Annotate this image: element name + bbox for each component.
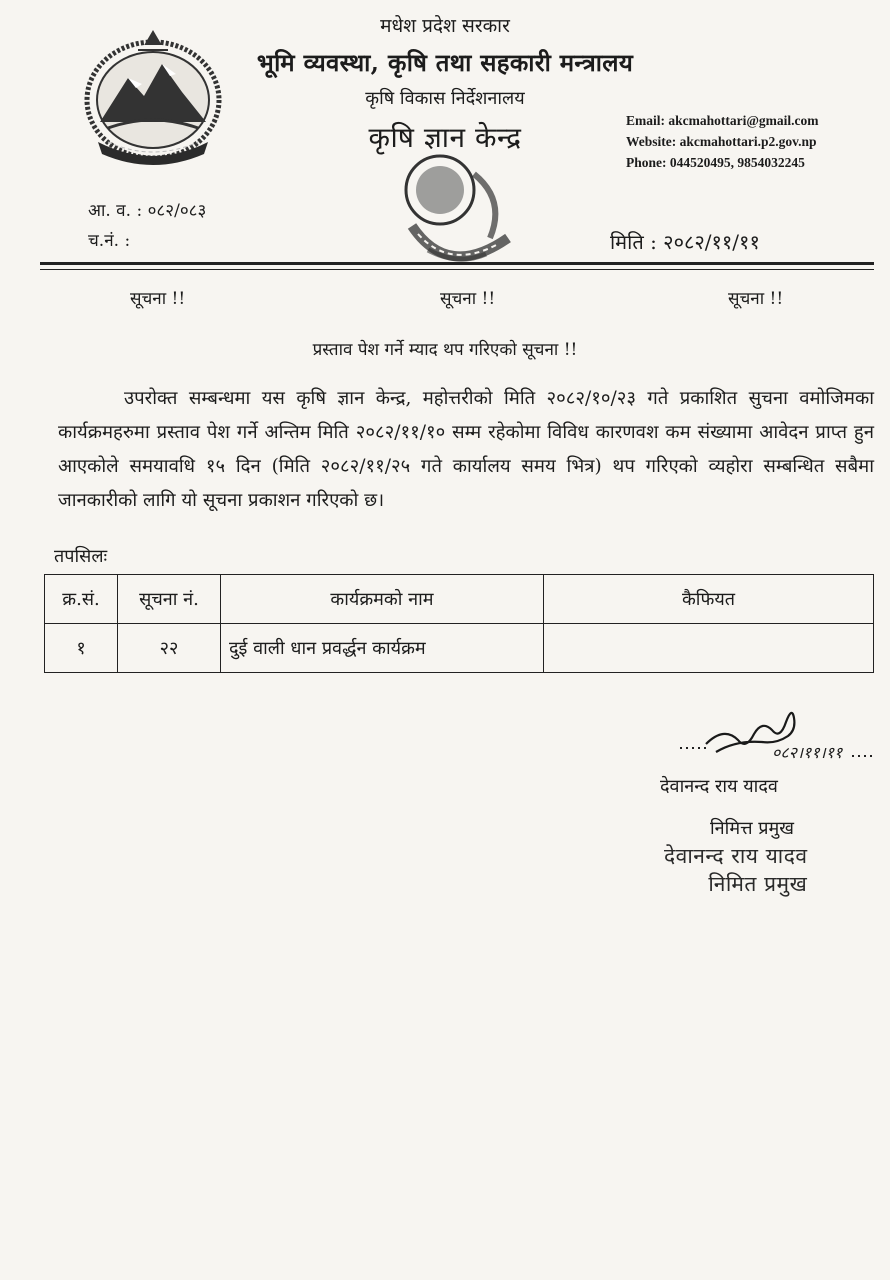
- ministry-name: भूमि व्यवस्था, कृषि तथा सहकारी मन्त्रालय: [256, 48, 634, 77]
- program-table: [44, 574, 874, 673]
- dispatch-number: च.नं. :: [88, 231, 131, 251]
- col-remarks: कैफियत: [544, 575, 874, 624]
- cell-notice-no: २२: [118, 624, 221, 673]
- signature-date: ०८२।११।११: [772, 743, 843, 762]
- office-name: कृषि ज्ञान केन्द्र: [368, 121, 522, 154]
- cell-remarks: [544, 624, 874, 673]
- notice-word-right: सूचना !!: [728, 289, 784, 309]
- directorate-name: कृषि विकास निर्देशनालय: [365, 88, 525, 109]
- col-serial: क्र.सं.: [45, 575, 118, 624]
- nepal-emblem-icon: [78, 30, 228, 165]
- header-rule-thick: [40, 262, 874, 265]
- signatory-title: निमित्त प्रमुख: [710, 818, 794, 839]
- phone-text: Phone: 044520495, 9854032245: [626, 155, 805, 170]
- notice-word-center: सूचना !!: [440, 289, 496, 309]
- government-name: मधेश प्रदेश सरकार: [380, 15, 510, 37]
- col-program: कार्यक्रमको नाम: [221, 575, 544, 624]
- details-label: तपसिलः: [54, 546, 108, 567]
- name-stamp-name: देवानन्द राय यादव: [664, 844, 808, 868]
- cell-serial: १: [45, 624, 118, 673]
- header-rule-thin: [40, 269, 874, 270]
- table-header-row: [45, 575, 874, 624]
- email-text: Email: akcmahottari@gmail.com: [626, 113, 819, 128]
- name-stamp: [664, 842, 808, 898]
- table-row: [45, 624, 874, 673]
- website-text: Website: akcmahottari.p2.gov.np: [626, 134, 817, 149]
- cell-program: दुई वाली धान प्रवर्द्धन कार्यक्रम: [221, 624, 544, 673]
- notice-word-left: सूचना !!: [130, 289, 186, 309]
- letter-date: मिति : २०८२/११/११: [610, 230, 760, 254]
- col-notice-no: सूचना नं.: [118, 575, 221, 624]
- name-stamp-title: निमित प्रमुख: [708, 872, 808, 896]
- notice-body: उपरोक्त सम्बन्धमा यस कृषि ज्ञान केन्द्र, महोत्तरीको मिति २०८२/१०/२३ गते प्रकाशित सुचना वमोजिमका कार्यक्रमहरुमा प्रस्ताव पेश गर्ने अन्तिम मिति २०८२/११/१० सम्म रहेकोमा विविध कारणवश कम संख्यामा आवेदन प्राप्त हुन आएकोले समयावधि १५ दिन (मिति २०८२/११/२५ गते कार्यालय समय भित्र) थप गरिएको व्यहोरा सम्बन्धित सबैमा जानकारीको लागि यो सूचना प्रकाशन गरिएको छ।: [58, 388, 874, 511]
- signatory-name: देवानन्द राय यादव: [660, 776, 778, 797]
- notice-subject: प्रस्ताव पेश गर्ने म्याद थप गरिएको सूचना !!: [312, 340, 578, 360]
- office-seal-icon: [378, 130, 538, 280]
- contact-block: [626, 110, 819, 173]
- handwritten-signature: [676, 700, 876, 770]
- fiscal-year: आ. व. : ०८२/०८३: [88, 201, 207, 221]
